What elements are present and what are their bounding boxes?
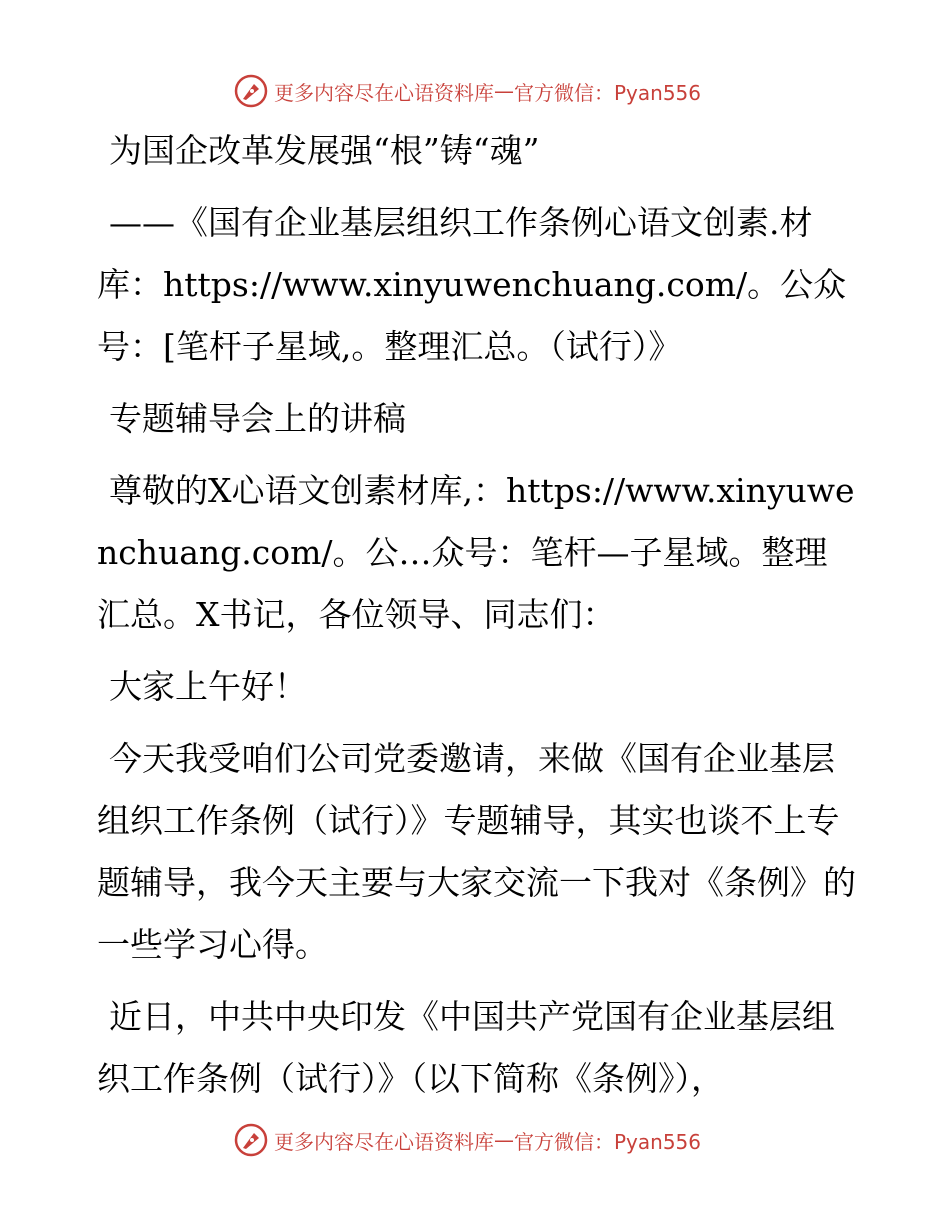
pen-nib-logo-icon bbox=[234, 1123, 268, 1157]
watermark-separator: — bbox=[494, 79, 514, 103]
document-subtitle: ——《国有企业基层组织工作条例心语文创素.材库：https://www.xinyuwenchuang.com/。公众号：[笔杆子星域,。整理汇总。（试行）》 bbox=[97, 203, 847, 366]
watermark-main-text: 更多内容尽在心语资料库 bbox=[274, 80, 494, 105]
watermark-separator: — bbox=[494, 1128, 514, 1152]
watermark-wechat-text: 官方微信：Pyan556 bbox=[514, 1129, 702, 1154]
watermark-footer bbox=[234, 1121, 701, 1159]
document-title: 为国企改革发展强“根”铸“魂” bbox=[109, 131, 540, 170]
document-body bbox=[97, 120, 857, 1120]
watermark-main-text: 更多内容尽在心语资料库 bbox=[274, 1129, 494, 1154]
document-paragraph-2: 近日，中共中央印发《中国共产党国有企业基层组织工作条例（试行）》（以下简称《条例》）， bbox=[97, 997, 835, 1098]
watermark-header bbox=[234, 72, 701, 110]
pen-nib-logo-icon bbox=[234, 74, 268, 108]
document-subtitle-2: 专题辅导会上的讲稿 bbox=[109, 399, 406, 438]
document-salutation: 尊敬的X心语文创素材库,：https://www.xinyuwenchuang.com/。公…众号：笔杆—子星域。整理汇总。X书记，各位领导、同志们： bbox=[97, 471, 855, 634]
document-greeting: 大家上午好！ bbox=[109, 667, 307, 706]
watermark-wechat-text: 官方微信：Pyan556 bbox=[514, 80, 702, 105]
document-paragraph-1: 今天我受咱们公司党委邀请，来做《国有企业基层组织工作条例（试行）》专题辅导，其实也谈不上专题辅导，我今天主要与大家交流一下我对《条例》的一些学习心得。 bbox=[97, 739, 856, 964]
